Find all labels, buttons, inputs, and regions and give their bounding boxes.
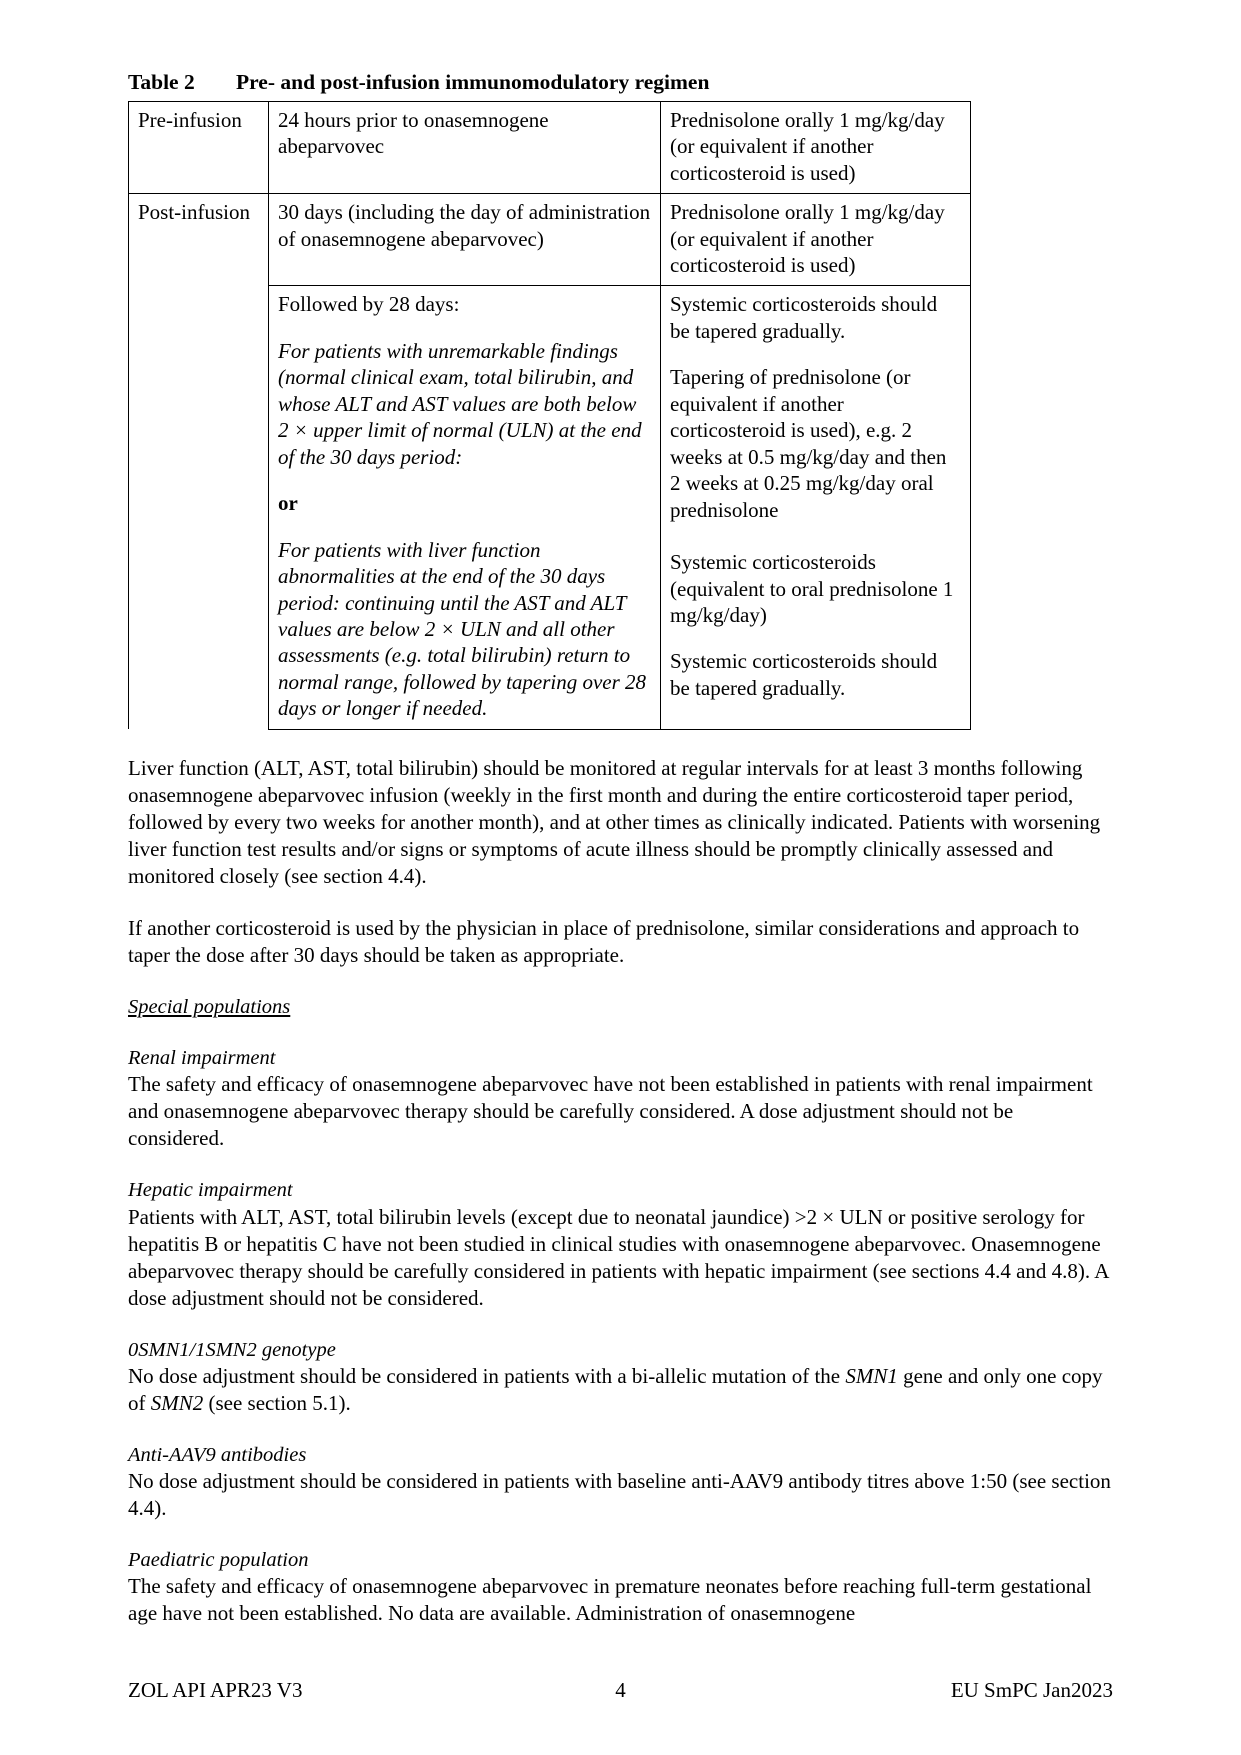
cell-phase-post-infusion <box>129 194 269 730</box>
footer-document-code: ZOL API APR23 V3 <box>128 1678 303 1702</box>
page-footer <box>128 1678 1113 1703</box>
paragraph-anti-aav9-antibodies: No dose adjustment should be considered in patients with baseline anti-AAV9 antibody titres above 1:50 (see section 4.4). <box>128 1469 1111 1521</box>
gene-name-smn1: SMN1 <box>845 1363 898 1388</box>
regimen-text: Prednisolone orally 1 mg/kg/day (or equivalent if another corticosteroid is used) <box>670 200 945 277</box>
table-caption-text: Pre- and post-infusion immunomodulatory regimen <box>236 70 710 94</box>
paragraph-hepatic-impairment: Patients with ALT, AST, total bilirubin levels (except due to neonatal jaundice) >2 × ULN or positive serology for hepatitis B or hepatitis C have not been studied in clinical studies with onasemnogene abeparvovec. Onasemnogene abeparvovec therapy should be carefully considered in patients with hepatic impairment (see sections 4.4 and 4.8). A dose adjustment should not be considered. <box>128 1204 1109 1310</box>
genotype-text-part-1: No dose adjustment should be considered in patients with a bi-allelic mutation of the <box>128 1363 846 1388</box>
heading-renal-impairment: Renal impairment <box>128 1047 276 1069</box>
table-row <box>129 194 971 286</box>
paragraph-liver-function-monitoring: Liver function (ALT, AST, total bilirubin) should be monitored at regular intervals for at least 3 months following onasemnogene abeparvovec infusion (weekly in the first month and during the entire corticosteroid taper period, followed by every two weeks for another month), and at other times as clinically indicated. Patients with worsening liver function test results and/or signs or symptoms of acute illness should be promptly clinically assessed and monitored closely (see section 4.4). <box>128 755 1101 888</box>
action-taper-detail: Tapering of prednisolone (or equivalent if another corticosteroid is used), e.g. 2 weeks at 0.5 mg/kg/day and then 2 weeks at 0.25 mg/kg/day oral prednisolone <box>670 365 947 522</box>
phase-label: Post-infusion <box>138 200 251 225</box>
paragraph-renal-impairment: The safety and efficacy of onasemnogene abeparvovec have not been established in patients with renal impairment and onasemnogene abeparvovec therapy should be carefully considered. A dose adjustment should not be considered. <box>128 1072 1093 1151</box>
timing-text: 24 hours prior to onasemnogene abeparvovec <box>278 107 549 159</box>
genotype-text-part-3: (see section 5.1). <box>203 1390 351 1415</box>
heading-smn-genotype: 0SMN1/1SMN2 genotype <box>128 1338 336 1361</box>
cell-regimen-pre-infusion <box>661 101 971 193</box>
heading-paediatric-population: Paediatric population <box>128 1549 309 1572</box>
cell-timing-post-infusion <box>269 194 661 286</box>
criteria-conjunction-or: or <box>278 491 298 516</box>
criteria-unremarkable-findings: For patients with unremarkable findings (normal clinical exam, total bilirubin, and whose ALT and AST values are both below 2 × upper limit of normal (ULN) at the end of the 30 days period: <box>278 338 642 469</box>
criteria-liver-abnormalities: For patients with liver function abnormalities at the end of the 30 days period: continuing until the AST and ALT values are below 2 × ULN and all other assessments (e.g. total bilirubin) return to normal range, followed by tapering over 28 days or longer if needed. <box>278 537 647 721</box>
cell-followed-by-actions <box>661 286 971 729</box>
immunomodulatory-regimen-table <box>128 101 971 730</box>
heading-hepatic-impairment: Hepatic impairment <box>128 1179 293 1202</box>
genotype-text-part-2: gene and only one copy of <box>128 1363 1103 1415</box>
paragraph-smn-genotype <box>128 1363 1113 1417</box>
paragraph-other-corticosteroid: If another corticosteroid is used by the physician in place of prednisolone, similar considerations and approach to taper the dose after 30 days should be taken as appropriate. <box>128 915 1080 967</box>
table-caption <box>128 70 1113 95</box>
table-row <box>129 101 971 193</box>
action-systemic-corticosteroids: Systemic corticosteroids (equivalent to oral prednisolone 1 mg/kg/day) <box>670 550 954 627</box>
cell-timing-pre-infusion <box>269 101 661 193</box>
table-caption-label: Table 2 <box>128 70 195 94</box>
phase-label: Pre-infusion <box>138 107 242 132</box>
gene-name-smn2: SMN2 <box>150 1390 204 1415</box>
heading-special-populations: Special populations <box>128 995 291 1018</box>
footer-page-number: 4 <box>615 1678 626 1702</box>
cell-followed-by-criteria <box>269 286 661 729</box>
heading-anti-aav9-antibodies: Anti-AAV9 antibodies <box>128 1443 307 1466</box>
regimen-text: Prednisolone orally 1 mg/kg/day (or equivalent if another corticosteroid is used) <box>670 107 945 185</box>
paragraph-paediatric-population: The safety and efficacy of onasemnogene abeparvovec in premature neonates before reaching full-term gestational age have not been established. No data are available. Administration of onasemnogene <box>128 1574 1092 1626</box>
footer-document-source: EU SmPC Jan2023 <box>950 1678 1113 1702</box>
followed-by-heading: Followed by 28 days: <box>278 292 460 317</box>
action-taper-gradually-first: Systemic corticosteroids should be tapered gradually. <box>670 292 938 343</box>
cell-phase-pre-infusion <box>129 101 269 193</box>
cell-regimen-post-infusion <box>661 194 971 286</box>
action-taper-gradually-second: Systemic corticosteroids should be tapered gradually. <box>670 649 938 700</box>
timing-text: 30 days (including the day of administration of onasemnogene abeparvovec) <box>278 200 651 251</box>
